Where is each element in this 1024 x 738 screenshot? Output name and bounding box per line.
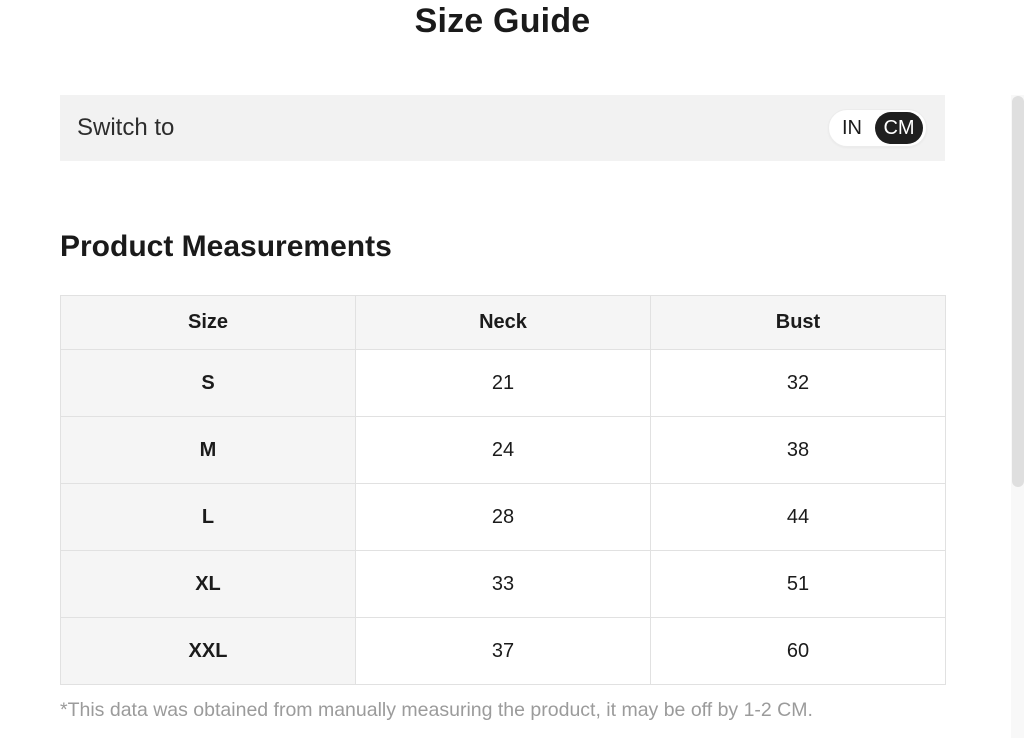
neck-value: 28 <box>356 484 651 551</box>
unit-option-in[interactable]: IN <box>842 116 862 139</box>
bust-value: 32 <box>651 350 946 417</box>
neck-value: 37 <box>356 618 651 685</box>
table-row <box>61 484 946 551</box>
size-label: XL <box>61 551 356 618</box>
unit-switch-bar <box>60 95 945 161</box>
size-label: XXL <box>61 618 356 685</box>
bust-value: 60 <box>651 618 946 685</box>
bust-value: 44 <box>651 484 946 551</box>
table-row <box>61 417 946 484</box>
bust-value: 51 <box>651 551 946 618</box>
column-header-size: Size <box>61 296 356 350</box>
unit-toggle[interactable] <box>828 109 927 147</box>
measurement-disclaimer: *This data was obtained from manually measuring the product, it may be off by 1-2 CM. <box>60 699 813 721</box>
unit-option-cm[interactable]: CM <box>875 112 923 144</box>
table-body <box>61 350 946 685</box>
neck-value: 24 <box>356 417 651 484</box>
section-title-product-measurements: Product Measurements <box>60 230 392 263</box>
neck-value: 21 <box>356 350 651 417</box>
switch-to-label: Switch to <box>77 114 175 141</box>
bust-value: 38 <box>651 417 946 484</box>
size-label: L <box>61 484 356 551</box>
size-label: S <box>61 350 356 417</box>
table-row <box>61 618 946 685</box>
measurements-table <box>60 295 946 685</box>
neck-value: 33 <box>356 551 651 618</box>
table-row <box>61 551 946 618</box>
page-title: Size Guide <box>414 2 591 40</box>
column-header-neck: Neck <box>356 296 651 350</box>
table-row <box>61 350 946 417</box>
size-label: M <box>61 417 356 484</box>
table-header-row <box>61 296 946 350</box>
table-header <box>61 296 946 350</box>
scrollbar-thumb[interactable] <box>1012 96 1024 487</box>
column-header-bust: Bust <box>651 296 946 350</box>
